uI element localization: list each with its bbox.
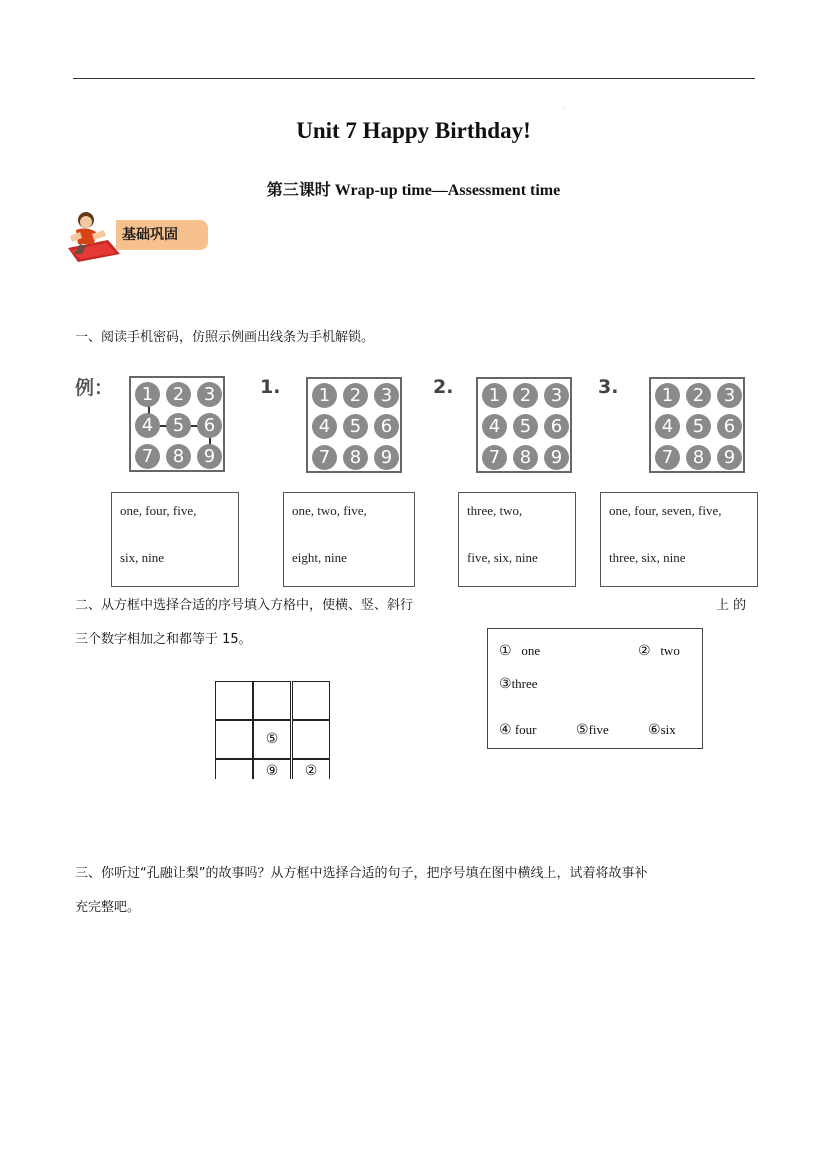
key-5: 5 (686, 414, 711, 439)
key-5: 5 (343, 414, 368, 439)
key-9: 9 (544, 445, 569, 470)
password-box-example (111, 492, 239, 587)
password-line-1: one, two, five, (292, 503, 367, 518)
section-badge (60, 208, 210, 260)
section-badge-label: 基础巩固 (116, 220, 208, 250)
key-3: 3 (544, 383, 569, 408)
magic-square-grid (215, 681, 331, 779)
key-8: 8 (513, 445, 538, 470)
key-4: 4 (135, 413, 160, 438)
number-options-box (487, 628, 703, 749)
keypad-example (129, 376, 225, 472)
option-5: ⑤five (576, 722, 609, 738)
key-8: 8 (343, 445, 368, 470)
key-1: 1 (655, 383, 680, 408)
password-line-2: six, nine (120, 550, 165, 565)
key-9: 9 (717, 445, 742, 470)
password-line-2: three, six, nine (609, 550, 686, 565)
key-4: 4 (312, 414, 337, 439)
grid-cell: ② (292, 759, 330, 779)
puzzle-2-label: 2. (433, 376, 454, 398)
q3-prompt-line2: 充完整吧。 (75, 900, 141, 915)
grid-cell[interactable] (292, 720, 330, 759)
q2-prompt-tail: 上 的 (716, 598, 747, 613)
q2-prompt-line2: 三个数字相加之和都等于 15。 (75, 632, 252, 647)
key-1: 1 (482, 383, 507, 408)
password-line-1: three, two, (467, 503, 523, 518)
key-9: 9 (374, 445, 399, 470)
key-7: 7 (312, 445, 337, 470)
key-7: 7 (135, 444, 160, 469)
key-6: 6 (544, 414, 569, 439)
key-6: 6 (717, 414, 742, 439)
password-line-2: eight, nine (292, 550, 347, 565)
key-8: 8 (686, 445, 711, 470)
key-4: 4 (655, 414, 680, 439)
grid-cell[interactable] (215, 759, 253, 779)
q1-prompt: 一、阅读手机密码，仿照示例画出线条为手机解锁。 (75, 330, 375, 345)
key-6: 6 (374, 414, 399, 439)
puzzle-3-label: 3. (598, 376, 619, 398)
keypad-1 (306, 377, 402, 473)
key-8: 8 (166, 444, 191, 469)
header-dot: . (563, 104, 565, 111)
grid-cell[interactable] (292, 681, 330, 720)
puzzle-1-label: 1. (260, 376, 281, 398)
password-line-1: one, four, five, (120, 503, 197, 518)
grid-cell[interactable] (253, 681, 291, 720)
keypad-3 (649, 377, 745, 473)
option-6: ⑥six (648, 722, 676, 738)
password-line-1: one, four, seven, five, (609, 503, 722, 518)
grid-cell[interactable] (215, 720, 253, 759)
grid-cell[interactable] (215, 681, 253, 720)
key-5: 5 (513, 414, 538, 439)
reading-child-icon (60, 208, 124, 264)
key-1: 1 (312, 383, 337, 408)
header-rule (73, 78, 755, 79)
key-2: 2 (343, 383, 368, 408)
key-3: 3 (374, 383, 399, 408)
option-4: ④ four (499, 722, 537, 738)
page-title: Unit 7 Happy Birthday! (296, 118, 531, 143)
key-2: 2 (686, 383, 711, 408)
password-box-1 (283, 492, 415, 587)
key-7: 7 (482, 445, 507, 470)
password-box-3 (600, 492, 758, 587)
key-5: 5 (166, 413, 191, 438)
option-1: ① one (499, 643, 541, 659)
grid-cell: ⑤ (253, 720, 291, 759)
key-4: 4 (482, 414, 507, 439)
key-1: 1 (135, 382, 160, 407)
key-3: 3 (197, 382, 222, 407)
option-2: ② two (638, 643, 680, 659)
q2-prompt: 二、从方框中选择合适的序号填入方格中，使横、竖、斜行 (75, 598, 414, 613)
option-3: ③three (499, 676, 538, 692)
key-6: 6 (197, 413, 222, 438)
key-3: 3 (717, 383, 742, 408)
page-subtitle: 第三课时 Wrap-up time—Assessment time (266, 182, 561, 199)
key-2: 2 (513, 383, 538, 408)
q3-prompt: 三、你听过“孔融让梨”的故事吗？从方框中选择合适的句子，把序号填在图中横线上，试着将故事补 (75, 866, 648, 881)
key-7: 7 (655, 445, 680, 470)
keypad-2 (476, 377, 572, 473)
password-line-2: five, six, nine (467, 550, 538, 565)
grid-cell: ⑨ (253, 759, 291, 779)
key-2: 2 (166, 382, 191, 407)
password-box-2 (458, 492, 576, 587)
example-label: 例： (75, 377, 114, 399)
key-9: 9 (197, 444, 222, 469)
